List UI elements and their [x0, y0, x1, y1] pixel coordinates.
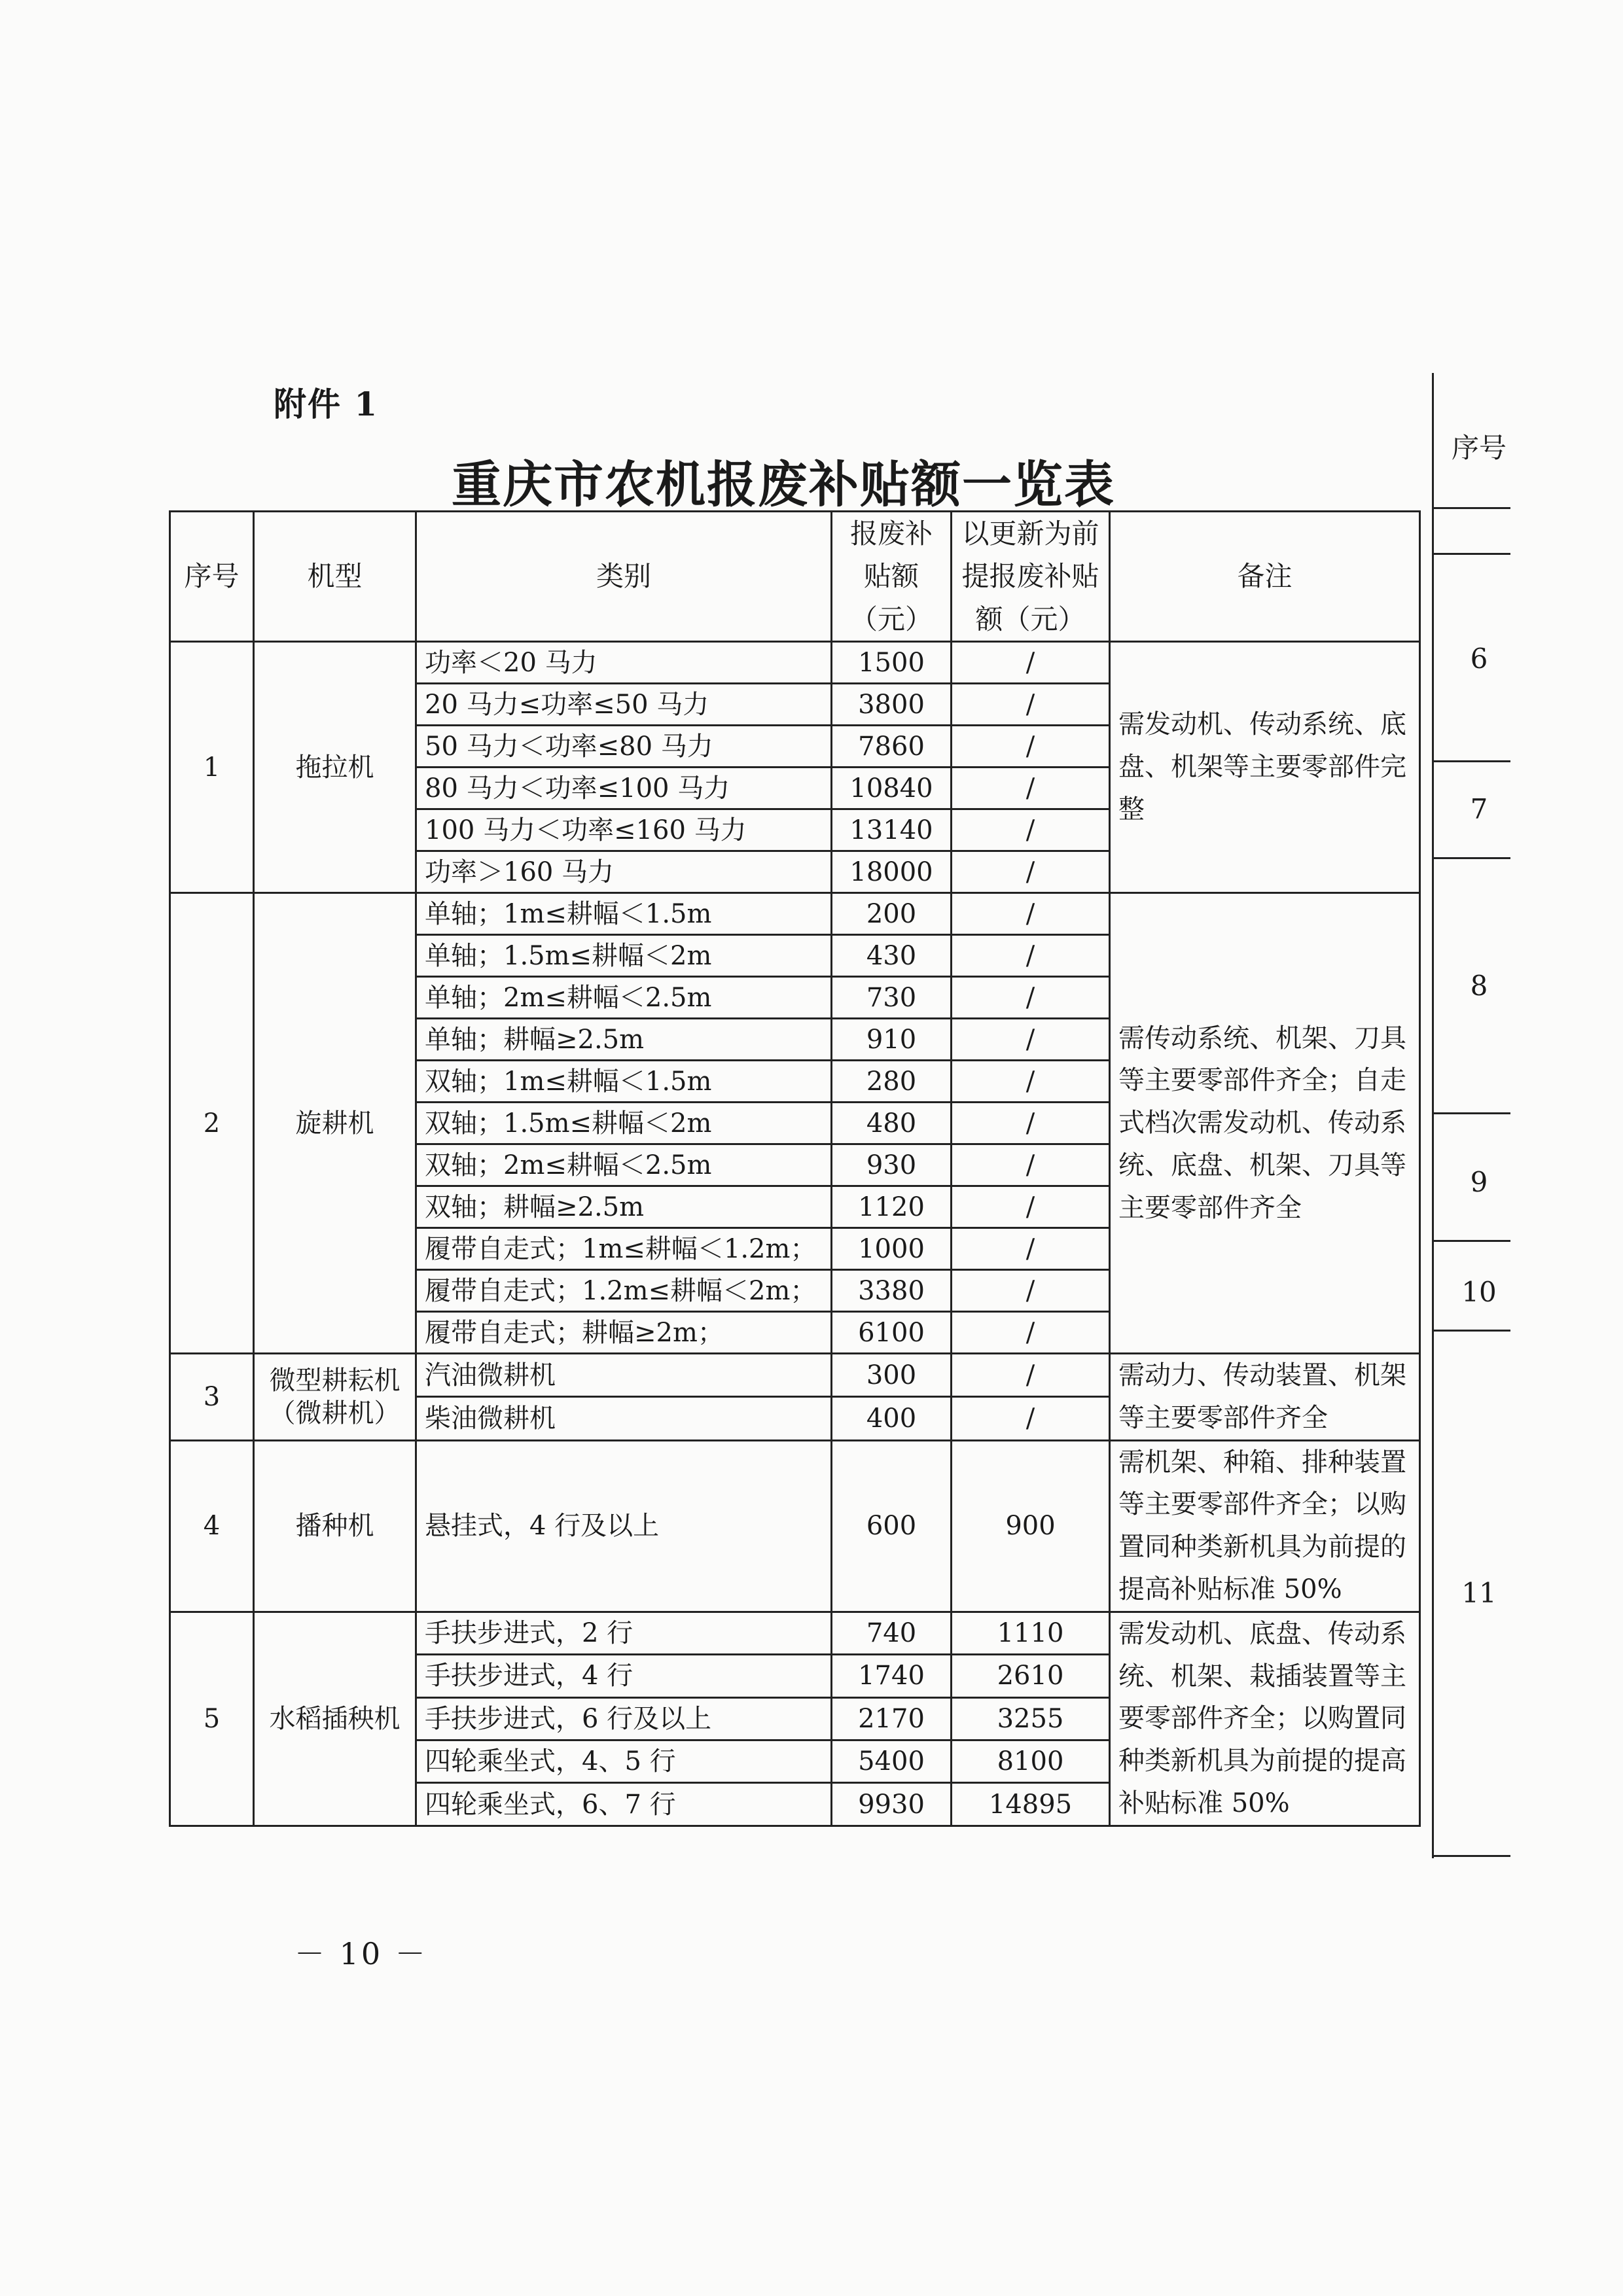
next-page-strip	[1432, 373, 1623, 1858]
table-row	[170, 1440, 1420, 1612]
cell-remarks: 需发动机、传动系统、底盘、机架等主要零部件完整	[1110, 642, 1420, 893]
cell-category: 双轴；耕幅≥2.5m	[416, 1186, 832, 1228]
cell-early-subsidy: /	[952, 684, 1110, 726]
cell-subsidy: 480	[832, 1103, 952, 1144]
cell-category: 手扶步进式，2 行	[416, 1612, 832, 1654]
cell-category: 柴油微耕机	[416, 1397, 832, 1440]
table-header-row	[170, 512, 1420, 642]
cell-early-subsidy: /	[952, 977, 1110, 1019]
cell-early-subsidy: 3255	[952, 1697, 1110, 1740]
cell-subsidy: 2170	[832, 1697, 952, 1740]
cell-subsidy: 18000	[832, 851, 952, 893]
cell-subsidy: 1000	[832, 1228, 952, 1270]
cell-category: 50 马力＜功率≤80 马力	[416, 726, 832, 768]
cell-early-subsidy: /	[952, 851, 1110, 893]
cell-category: 单轴；1.5m≤耕幅＜2m	[416, 935, 832, 977]
cell-model: 水稻插秧机	[254, 1612, 416, 1826]
table-row	[170, 1354, 1420, 1397]
page-number: － 10 －	[294, 1936, 428, 1971]
cell-category: 悬挂式，4 行及以上	[416, 1440, 832, 1612]
cell-early-subsidy: /	[952, 1186, 1110, 1228]
cell-no: 2	[170, 893, 254, 1354]
cell-no: 5	[170, 1612, 254, 1826]
strip-border	[1432, 373, 1434, 1858]
cell-remarks: 需发动机、底盘、传动系统、机架、栽插装置等主要零部件齐全；以购置同种类新机具为前提的提高补贴标准 50%	[1110, 1612, 1420, 1826]
cell-early-subsidy: /	[952, 768, 1110, 809]
strip-divider	[1432, 553, 1510, 555]
cell-subsidy: 600	[832, 1440, 952, 1612]
cell-remarks: 需传动系统、机架、刀具等主要零部件齐全；自走式档次需发动机、传动系统、底盘、机架、刀具等主要零部件齐全	[1110, 893, 1420, 1354]
strip-divider	[1432, 1112, 1510, 1114]
cell-no: 4	[170, 1440, 254, 1612]
cell-category: 汽油微耕机	[416, 1354, 832, 1397]
cell-subsidy: 910	[832, 1019, 952, 1061]
cell-early-subsidy: 14895	[952, 1783, 1110, 1826]
strip-divider	[1432, 760, 1510, 762]
strip-divider	[1432, 507, 1510, 509]
strip-number: 8	[1470, 970, 1488, 1002]
cell-subsidy: 930	[832, 1144, 952, 1186]
strip-header: 序号	[1451, 432, 1507, 464]
cell-category: 四轮乘坐式，4、5 行	[416, 1740, 832, 1782]
cell-subsidy: 280	[832, 1061, 952, 1103]
table-row	[170, 1612, 1420, 1654]
cell-subsidy: 730	[832, 977, 952, 1019]
cell-category: 手扶步进式，6 行及以上	[416, 1697, 832, 1740]
strip-number: 11	[1461, 1577, 1497, 1609]
table-row	[170, 893, 1420, 935]
cell-early-subsidy: /	[952, 642, 1110, 684]
cell-subsidy: 9930	[832, 1783, 952, 1826]
cell-category: 100 马力＜功率≤160 马力	[416, 809, 832, 851]
cell-category: 单轴；2m≤耕幅＜2.5m	[416, 977, 832, 1019]
cell-category: 双轴；2m≤耕幅＜2.5m	[416, 1144, 832, 1186]
cell-category: 20 马力≤功率≤50 马力	[416, 684, 832, 726]
cell-early-subsidy: /	[952, 893, 1110, 935]
cell-model: 旋耕机	[254, 893, 416, 1354]
cell-subsidy: 3800	[832, 684, 952, 726]
strip-divider	[1432, 1240, 1510, 1242]
cell-subsidy: 740	[832, 1612, 952, 1654]
cell-category: 双轴；1.5m≤耕幅＜2m	[416, 1103, 832, 1144]
cell-early-subsidy: /	[952, 1061, 1110, 1103]
cell-early-subsidy: 8100	[952, 1740, 1110, 1782]
cell-early-subsidy: /	[952, 1270, 1110, 1312]
page-title: 重庆市农机报废补贴额一览表	[452, 455, 1115, 514]
cell-early-subsidy: /	[952, 1019, 1110, 1061]
cell-early-subsidy: /	[952, 1228, 1110, 1270]
cell-subsidy: 300	[832, 1354, 952, 1397]
cell-subsidy: 1500	[832, 642, 952, 684]
table-row	[170, 642, 1420, 684]
cell-early-subsidy: /	[952, 1397, 1110, 1440]
cell-subsidy: 3380	[832, 1270, 952, 1312]
cell-subsidy: 1120	[832, 1186, 952, 1228]
cell-subsidy: 200	[832, 893, 952, 935]
cell-category: 单轴；耕幅≥2.5m	[416, 1019, 832, 1061]
cell-model: 微型耕耘机（微耕机）	[254, 1354, 416, 1441]
strip-number: 10	[1461, 1276, 1497, 1308]
cell-early-subsidy: 1110	[952, 1612, 1110, 1654]
strip-number: 6	[1470, 643, 1488, 675]
header-remarks: 备注	[1110, 512, 1420, 642]
cell-category: 四轮乘坐式，6、7 行	[416, 1783, 832, 1826]
cell-early-subsidy: /	[952, 1312, 1110, 1354]
cell-category: 单轴；1m≤耕幅＜1.5m	[416, 893, 832, 935]
cell-model: 拖拉机	[254, 642, 416, 893]
cell-early-subsidy: /	[952, 809, 1110, 851]
header-subsidy: 报废补贴额（元）	[832, 512, 952, 642]
strip-divider	[1432, 1330, 1510, 1332]
cell-subsidy: 10840	[832, 768, 952, 809]
header-no: 序号	[170, 512, 254, 642]
subsidy-table	[169, 510, 1421, 1827]
cell-category: 手扶步进式，4 行	[416, 1655, 832, 1697]
cell-remarks: 需动力、传动装置、机架等主要零部件齐全	[1110, 1354, 1420, 1441]
cell-early-subsidy: 2610	[952, 1655, 1110, 1697]
cell-category: 功率＜20 马力	[416, 642, 832, 684]
cell-subsidy: 5400	[832, 1740, 952, 1782]
cell-no: 3	[170, 1354, 254, 1441]
cell-category: 功率＞160 马力	[416, 851, 832, 893]
cell-subsidy: 1740	[832, 1655, 952, 1697]
attachment-label: 附件 1	[274, 385, 379, 423]
cell-early-subsidy: /	[952, 1144, 1110, 1186]
cell-category: 80 马力＜功率≤100 马力	[416, 768, 832, 809]
cell-category: 双轴；1m≤耕幅＜1.5m	[416, 1061, 832, 1103]
cell-subsidy: 430	[832, 935, 952, 977]
strip-divider	[1432, 857, 1510, 859]
cell-early-subsidy: 900	[952, 1440, 1110, 1612]
cell-category: 履带自走式；1.2m≤耕幅＜2m；	[416, 1270, 832, 1312]
cell-subsidy: 7860	[832, 726, 952, 768]
cell-category: 履带自走式；1m≤耕幅＜1.2m；	[416, 1228, 832, 1270]
cell-early-subsidy: /	[952, 1354, 1110, 1397]
strip-number: 7	[1470, 793, 1488, 825]
cell-category: 履带自走式；耕幅≥2m；	[416, 1312, 832, 1354]
cell-early-subsidy: /	[952, 935, 1110, 977]
cell-no: 1	[170, 642, 254, 893]
cell-remarks: 需机架、种箱、排种装置等主要零部件齐全；以购置同种类新机具为前提的提高补贴标准 50%	[1110, 1440, 1420, 1612]
table-body	[170, 642, 1420, 1826]
cell-subsidy: 13140	[832, 809, 952, 851]
cell-early-subsidy: /	[952, 726, 1110, 768]
cell-subsidy: 6100	[832, 1312, 952, 1354]
cell-model: 播种机	[254, 1440, 416, 1612]
strip-divider	[1432, 1855, 1510, 1857]
cell-early-subsidy: /	[952, 1103, 1110, 1144]
header-early-subsidy: 以更新为前提报废补贴额（元）	[952, 512, 1110, 642]
header-model: 机型	[254, 512, 416, 642]
header-category: 类别	[416, 512, 832, 642]
cell-subsidy: 400	[832, 1397, 952, 1440]
strip-number: 9	[1470, 1166, 1488, 1198]
